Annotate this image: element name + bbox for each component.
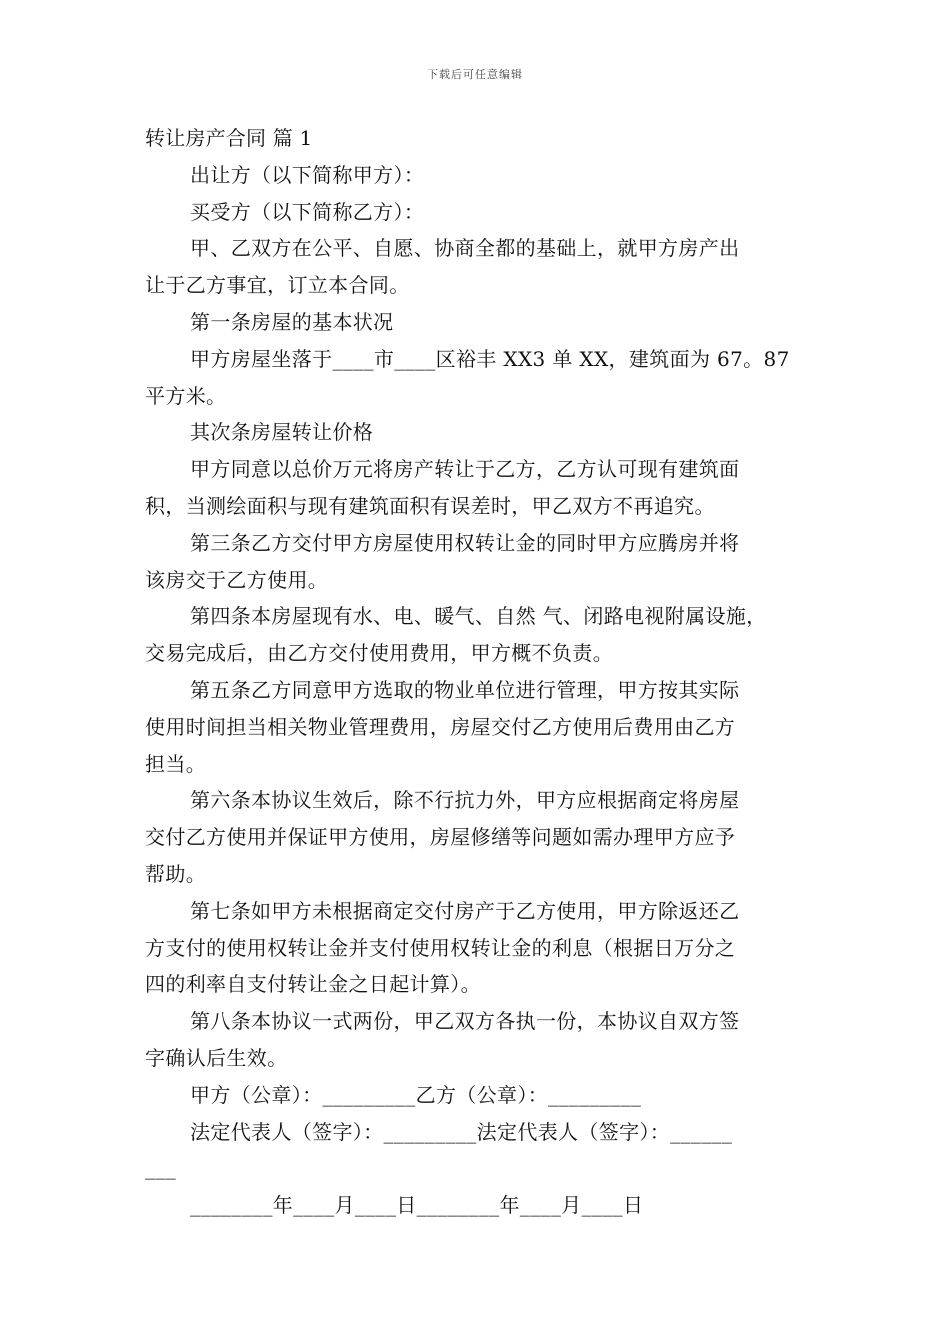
article-1-line-2: 平方米。: [145, 383, 227, 408]
date-line: ________年____月____日________年____月____日: [190, 1193, 644, 1218]
article-8-line-2: 字确认后生效。: [145, 1045, 288, 1070]
preamble-line-1: 甲、乙双方在公平、自愿、协商全都的基础上，就甲方房产出: [190, 236, 740, 261]
seal-line: 甲方（公章）：_________乙方（公章）：_________: [190, 1082, 642, 1107]
article-6-line-3: 帮助。: [145, 861, 207, 886]
article-3-line-1: 第三条乙方交付甲方房屋使用权转让金的同时甲方应腾房并将: [190, 530, 740, 555]
article-8-line-1: 第八条本协议一式两份，甲乙双方各执一份，本协议自双方签: [190, 1009, 740, 1034]
article-2-line-2: 积，当测绘面积与现有建筑面积有误差时，甲乙双方不再追究。: [145, 493, 715, 518]
seller-line: 出让方（以下简称甲方）：: [190, 162, 425, 187]
article-5-line-2: 使用时间担当相关物业管理费用，房屋交付乙方使用后费用由乙方: [145, 714, 736, 739]
article-5-line-1: 第五条乙方同意甲方选取的物业单位进行管理，甲方按其实际: [190, 677, 740, 702]
contract-body: [145, 120, 811, 1224]
representative-signature-line: 法定代表人（签字）：_________法定代表人（签字）：______: [190, 1119, 733, 1144]
article-3-line-2: 该房交于乙方使用。: [145, 567, 329, 592]
article-7-line-1: 第七条如甲方未根据商定交付房产于乙方使用，甲方除返还乙: [190, 898, 740, 923]
contract-title: 转让房产合同 篇 1: [145, 126, 313, 150]
article-6-line-1: 第六条本协议生效后，除不行抗力外，甲方应根据商定将房屋: [190, 788, 740, 813]
article-4-line-2: 交易完成后，由乙方交付使用费用，甲方概不负责。: [145, 641, 614, 666]
page-header: 下载后可任意编辑: [427, 68, 523, 81]
article-2-heading: 其次条房屋转让价格: [190, 420, 374, 445]
article-7-line-3: 四的利率自支付转让金之日起计算）。: [145, 972, 481, 997]
article-1-heading: 第一条房屋的基本状况: [190, 309, 394, 334]
article-7-line-2: 方支付的使用权转让金并支付使用权转让金的利息（根据日万分之: [145, 935, 736, 960]
article-2-line-1: 甲方同意以总价万元将房产转让于乙方，乙方认可现有建筑面: [190, 457, 740, 482]
article-4-line-1: 第四条本房屋现有水、电、暖气、自然 气、闭路电视附属设施，: [190, 604, 767, 629]
preamble-line-2: 让于乙方事宜，订立本合同。: [145, 273, 410, 298]
article-5-line-3: 担当。: [145, 751, 207, 776]
article-6-line-2: 交付乙方使用并保证甲方使用，房屋修缮等问题如需办理甲方应予: [145, 825, 736, 850]
article-1-line-1: 甲方房屋坐落于____市____区裕丰 XX3 单 XX，建筑面为 67。87: [190, 346, 790, 371]
buyer-line: 买受方（以下简称乙方）：: [190, 199, 425, 224]
representative-signature-continuation: ___: [145, 1156, 177, 1181]
